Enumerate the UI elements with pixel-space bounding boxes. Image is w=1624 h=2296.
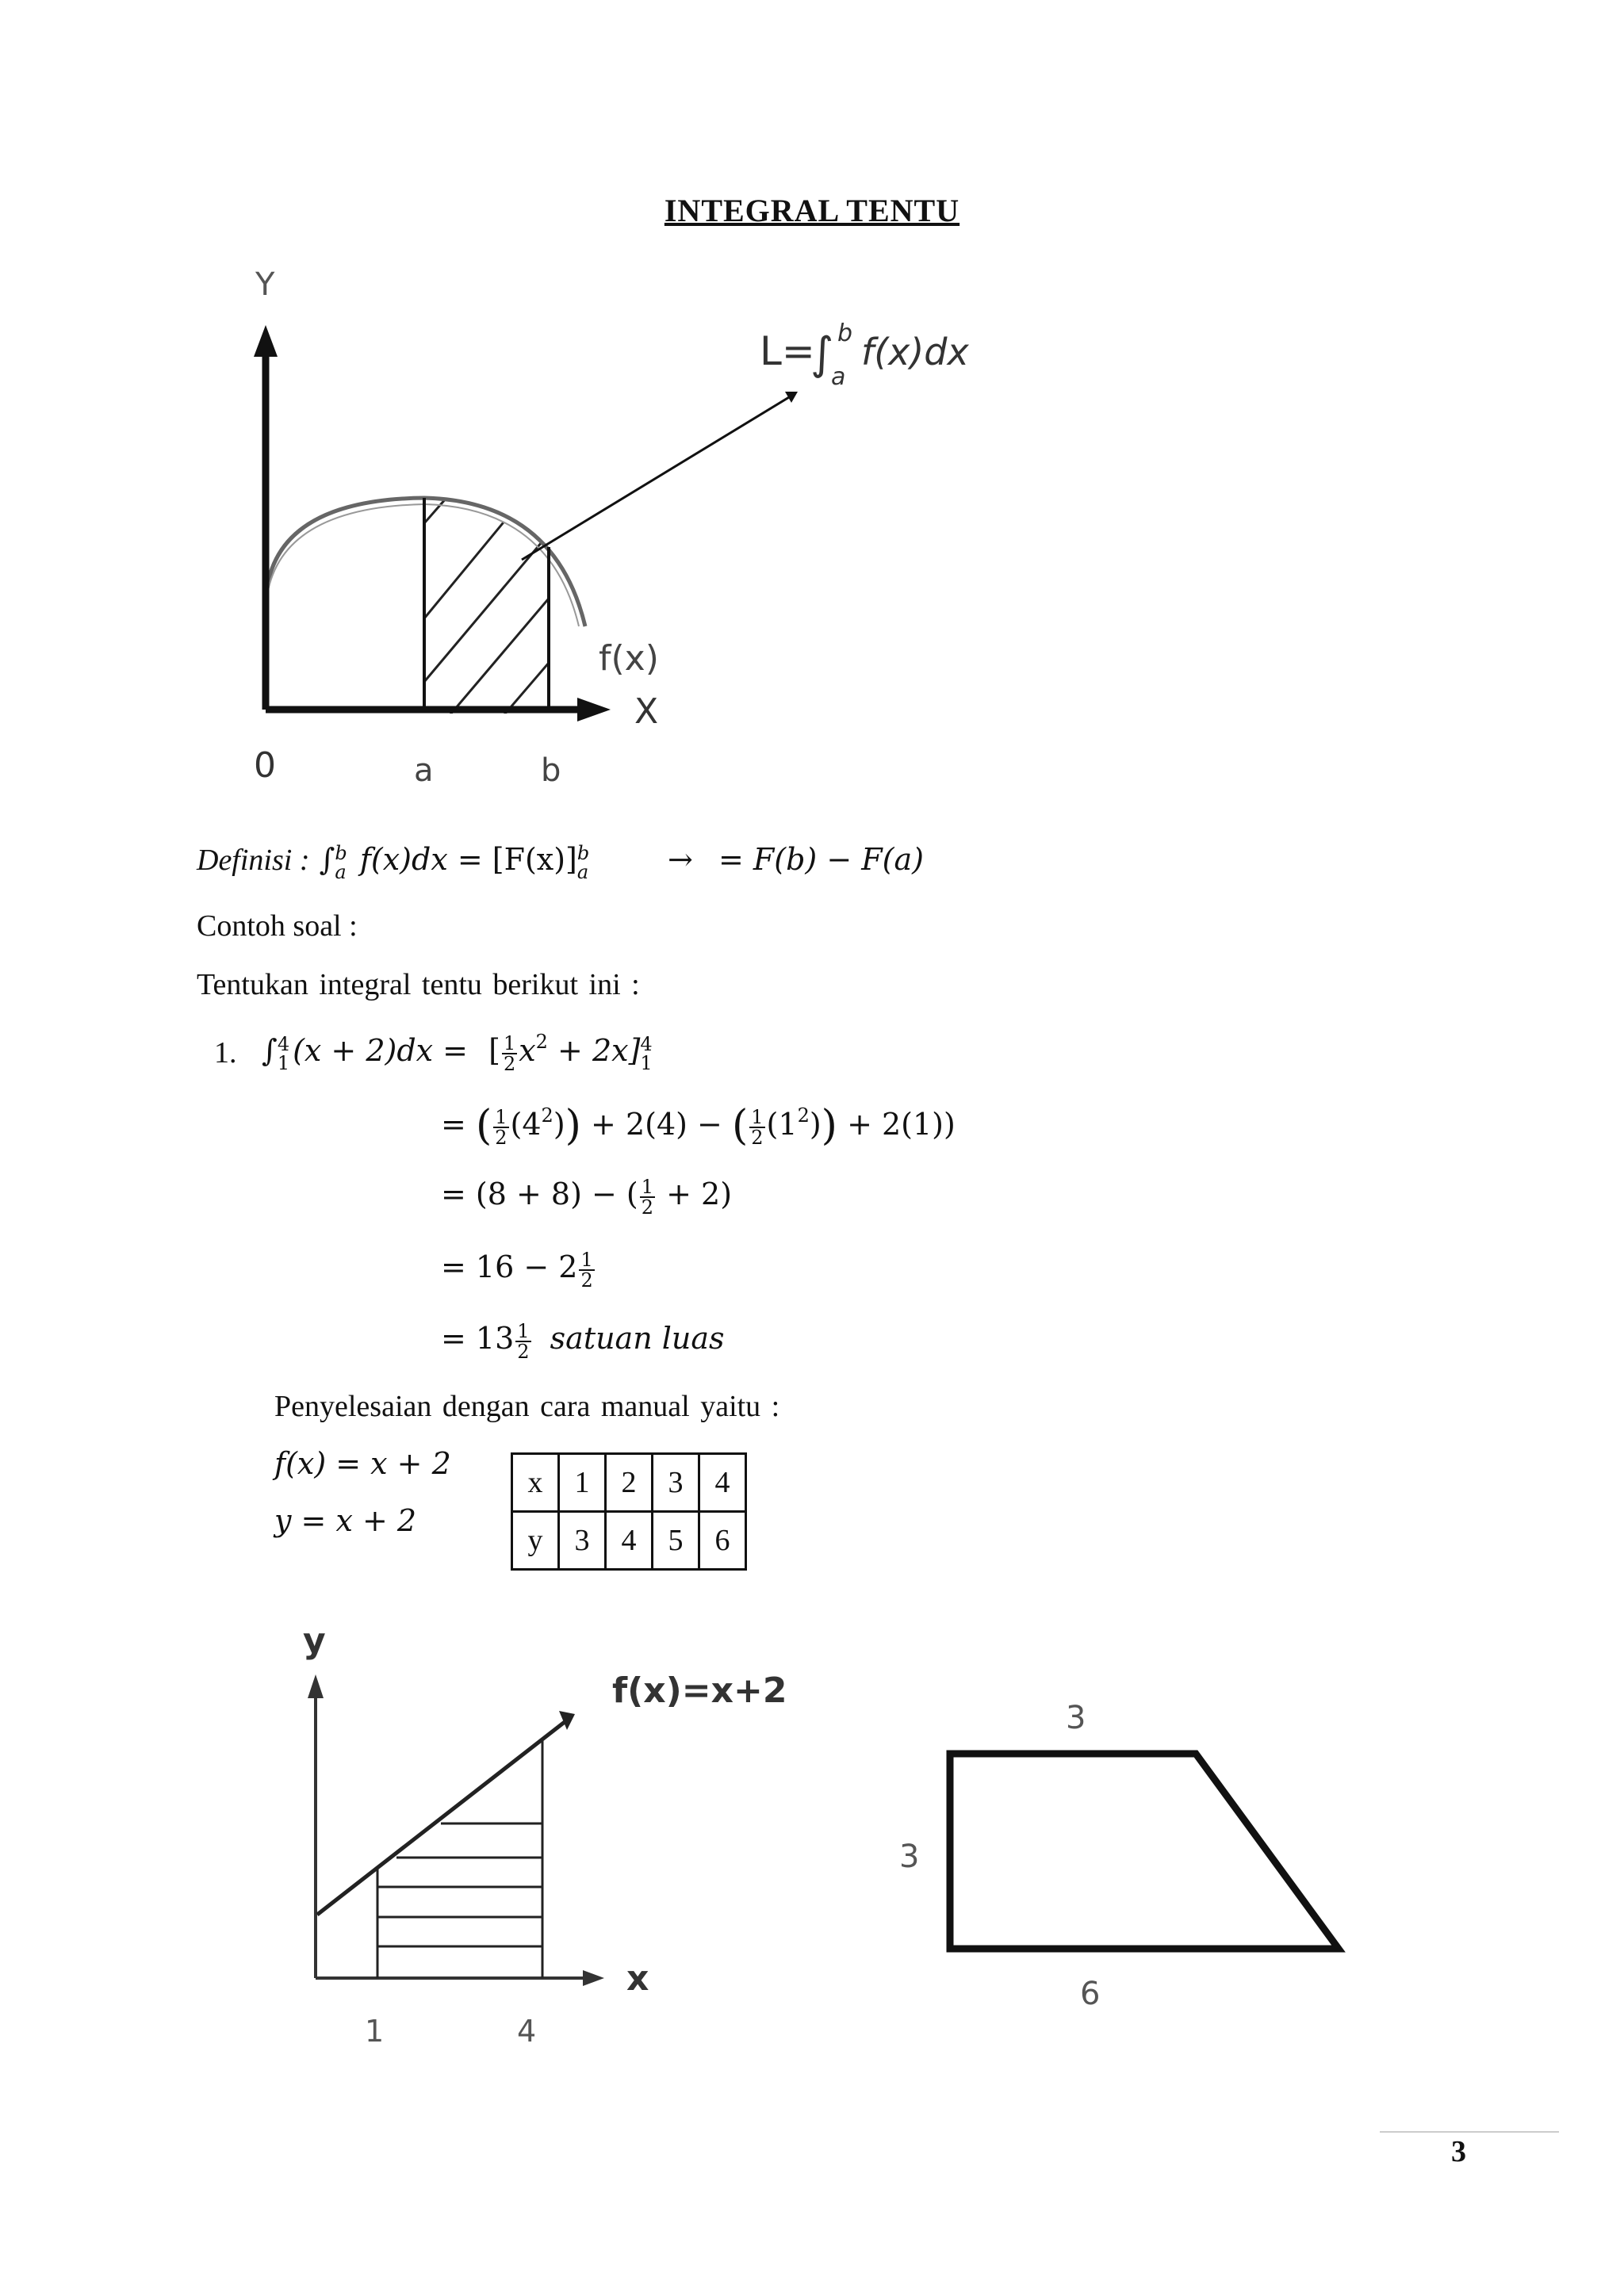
definition-bracket: = [F(x)] [457,842,577,877]
page-title: INTEGRAL TENTU [664,193,960,228]
step1-tail: + 2(1)) [847,1107,956,1142]
table-row [512,1454,746,1512]
table-row [512,1512,746,1570]
step1-a-exp: 2 [541,1104,553,1127]
pointer-arrow [522,395,793,560]
step3 [441,1249,596,1290]
p1-x: x [519,1033,536,1068]
value-table [511,1452,747,1571]
fx-label: f(x) [599,638,659,679]
formula-prefix: L= [760,328,815,374]
trapezoid-diagram [872,1665,1364,2030]
origin-label: 0 [254,745,276,786]
step3-frac-den: 2 [580,1269,593,1292]
step2-frac-num: 1 [641,1175,654,1198]
table-cell: 5 [653,1512,699,1570]
step2 [441,1177,732,1217]
p1-tail: + 2x] [557,1033,641,1068]
y-axis-arrow [254,325,278,357]
table-cell: x [512,1454,559,1512]
def-bracket-upper: b [576,841,590,864]
definition-line [197,842,592,882]
table-cell: 2 [606,1454,653,1512]
step3-frac-num: 1 [580,1248,593,1271]
table-cell: 3 [653,1454,699,1512]
table-cell: 4 [606,1512,653,1570]
integral-sign-icon: ∫ [810,328,834,380]
page-number: 3 [1451,2135,1466,2168]
definition-label: Definisi : [197,844,310,877]
definition-arrow: → [668,842,693,877]
formula-body: f(x)dx [861,331,969,373]
problem-number: 1. [214,1036,237,1070]
step4-text: = 13 [441,1321,515,1356]
linear-area-diagram [0,1586,793,2077]
a-label: a [414,752,434,789]
step1-frac1-den: 2 [495,1126,508,1149]
definition-result: = F(b) − F(a) [718,842,924,877]
table-cell: 3 [559,1512,606,1570]
def-upper-limit: b [335,841,347,864]
table-cell: 1 [559,1454,606,1512]
definition-integrand: f(x)dx [359,842,448,877]
trapezoid-bottom-label: 6 [1080,1976,1101,2012]
step1-mid: + 2(4) − [591,1107,722,1142]
paren-close: ) [565,1102,581,1150]
table-cell: 6 [699,1512,746,1570]
y-axis-label: y [303,1621,326,1661]
table-cell: y [512,1512,559,1570]
shaded-area [377,1823,542,1946]
paren-open: ( [731,1102,749,1150]
step1-frac2-den: 2 [751,1126,764,1149]
step1-frac1-num: 1 [495,1105,508,1128]
problem1-expression [262,1031,656,1073]
function-definition: f(x) = x + 2 [274,1446,451,1481]
p1-exp: 2 [535,1031,548,1053]
paren-close: ) [821,1102,837,1150]
shaded-area [396,428,603,793]
step1-eq: = [441,1107,466,1142]
step1 [441,1102,956,1150]
step1-a-close: ) [553,1107,565,1142]
p1-bracket-lower: 1 [640,1051,653,1074]
trapezoid-shape [950,1754,1339,1949]
step4-frac-num: 1 [517,1319,530,1342]
step1-b-exp: 2 [797,1104,810,1127]
p1-frac-den: 2 [503,1052,516,1075]
p1-upper-limit: 4 [277,1032,290,1055]
integral-sign-icon: ∫ [262,1033,278,1068]
p1-bracket-upper: 4 [640,1032,653,1055]
step2-frac-den: 2 [641,1196,654,1219]
formula-upper-limit: b [837,320,853,347]
tick-label-1: 1 [365,2014,385,2049]
x-axis-arrow [583,1970,604,1986]
p1-frac-num: 1 [503,1031,516,1054]
trapezoid-left-label: 3 [899,1839,920,1875]
y-definition: y = x + 2 [274,1503,417,1538]
step1-frac2-num: 1 [751,1105,764,1128]
def-bracket-lower: a [576,860,589,883]
step4 [441,1321,725,1361]
formula-lower-limit: a [831,363,846,391]
manual-heading: Penyelesaian dengan cara manual yaitu : [274,1390,780,1423]
paren-open: ( [475,1102,492,1150]
function-label: f(x)=x+2 [612,1670,787,1711]
def-lower-limit: a [335,860,347,883]
step2-a: = (8 + 8) − ( [441,1177,638,1211]
x-axis-label: x [626,1958,649,1999]
example-heading: Contoh soal : [197,909,358,943]
table-cell: 4 [699,1454,746,1512]
step2-b: + 2) [666,1177,733,1211]
b-label: b [541,752,561,789]
x-axis-label: X [634,691,659,732]
step4-frac-den: 2 [517,1340,530,1363]
y-axis-label: Y [255,266,275,303]
step1-b: (1 [766,1107,798,1142]
p1-lower-limit: 1 [277,1051,290,1074]
integral-sign-icon: ∫ [319,842,335,877]
p1-integrand: (x + 2)dx = [293,1033,469,1068]
instruction-text: Tentukan integral tentu berikut ini : [197,968,640,1001]
y-axis-arrow [308,1674,324,1698]
step4-unit: satuan luas [550,1321,725,1356]
area-under-curve-diagram [0,0,1624,832]
step1-a: (4 [510,1107,542,1142]
step1-b-close: ) [809,1107,822,1142]
x-axis-arrow [577,698,611,721]
function-arrow [559,1711,575,1730]
step3-text: = 16 − 2 [441,1249,578,1284]
footer-divider [1380,2131,1559,2133]
trapezoid-top-label: 3 [1066,1700,1086,1736]
tick-label-4: 4 [517,2014,537,2049]
p1-bracket-open: [ [488,1033,500,1068]
